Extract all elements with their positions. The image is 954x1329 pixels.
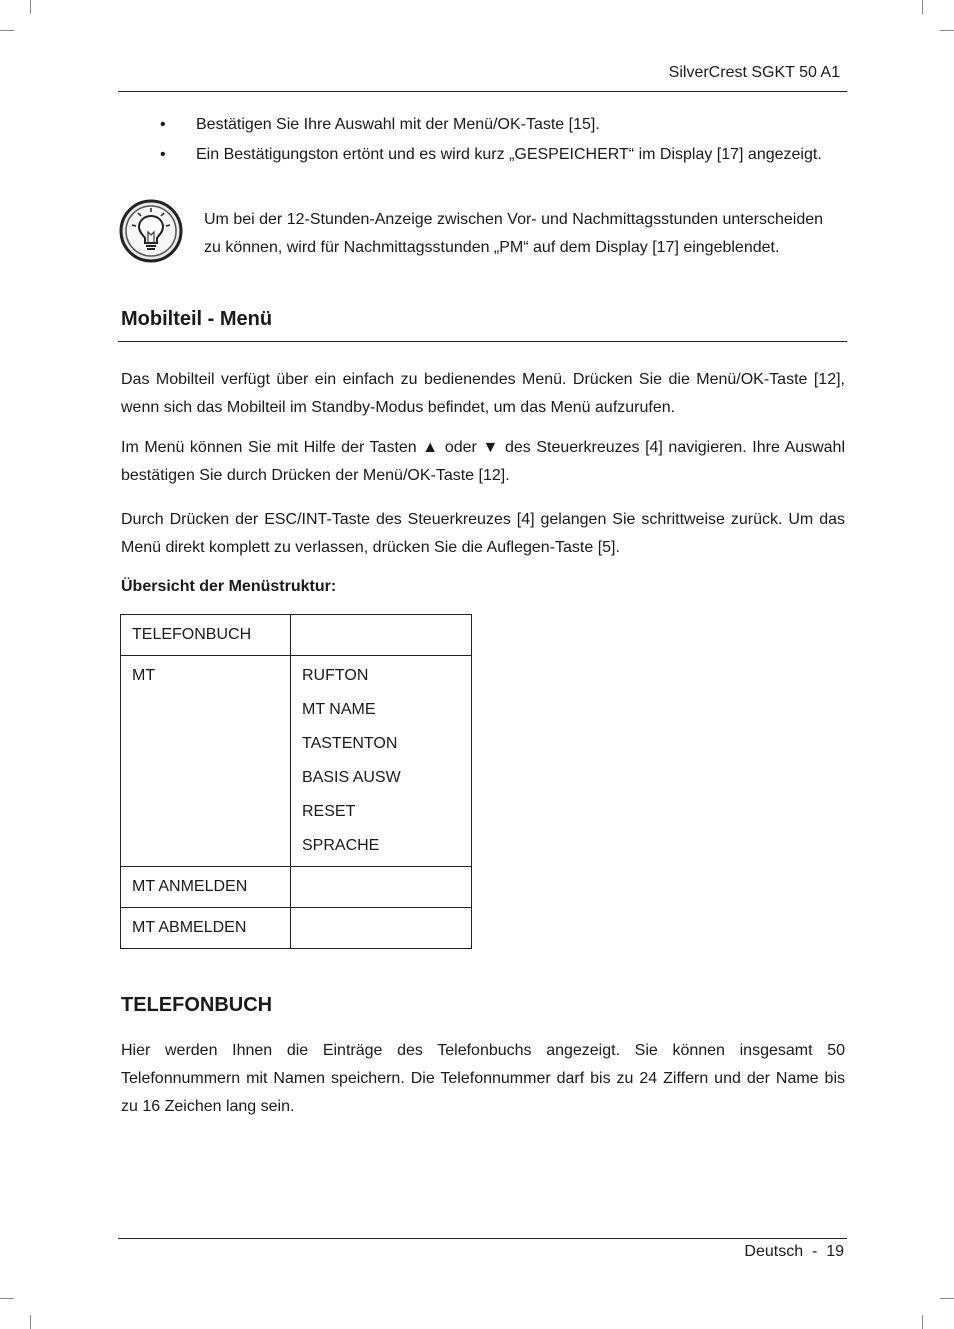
menu-sub-item: RESET (302, 803, 356, 820)
note-text: Um bei der 12-Stunden-Anzeige zwischen Vor- und Nachmittagsstunden unterscheiden zu können, wird für Nachmittagsstunden „PM“ auf dem Display [17] eingeblendet. (204, 211, 824, 256)
list-item (160, 145, 822, 165)
menu-sub-item: RUFTON (302, 667, 369, 684)
table-row (121, 615, 472, 656)
list-item (160, 115, 600, 135)
paragraph: Hier werden Ihnen die Einträge des Telefonbuchs angezeigt. Sie können insgesamt 50 Telefonnummern mit Namen speichern. Die Telefonnummer darf bis zu 24 Ziffern und der Name bis zu 16 Zeichen lang sein. (121, 1042, 845, 1115)
menu-main-item: MT (132, 667, 156, 684)
header-title: SilverCrest SGKT 50 A1 (668, 64, 840, 81)
crop-mark (940, 1298, 954, 1299)
bullet-text: Bestätigen Sie Ihre Auswahl mit der Menü/OK-Taste [15]. (196, 116, 600, 133)
bullet-icon (160, 145, 196, 165)
header-rule (118, 91, 847, 92)
paragraph (121, 434, 845, 490)
menu-sub-item: TASTENTON (302, 735, 398, 752)
crop-mark (922, 0, 923, 14)
table-cell (291, 656, 472, 867)
paragraph-text: des Steuerkreuzes [4] navigieren. Ihre Auswahl bestätigen Sie durch Drücken der Menü/OK-Taste [12]. (121, 439, 846, 484)
paragraph-text: oder (444, 439, 477, 456)
menu-sub-item: MT NAME (302, 701, 376, 718)
footer-rule (118, 1238, 847, 1239)
crop-mark (940, 30, 954, 31)
table-cell (121, 867, 291, 908)
table-cell (121, 615, 291, 656)
table-cell (291, 908, 472, 949)
table-row (121, 908, 472, 949)
menu-sub-item: SPRACHE (302, 837, 380, 854)
menu-main-item: MT ABMELDEN (132, 919, 247, 936)
menu-main-item: TELEFONBUCH (132, 626, 252, 643)
crop-mark (30, 0, 31, 14)
table-cell (121, 908, 291, 949)
bullet-text: Ein Bestätigungston ertönt und es wird kurz „GESPEICHERT“ im Display [17] angezeigt. (196, 146, 822, 163)
menu-sub-item: BASIS AUSW (302, 769, 401, 786)
bullet-icon (160, 115, 196, 135)
table-row (121, 867, 472, 908)
up-arrow-icon: ▲ (422, 439, 440, 456)
crop-mark (922, 1315, 923, 1329)
crop-mark (30, 1315, 31, 1329)
menu-main-item: MT ANMELDEN (132, 878, 248, 895)
paragraph-text: Im Menü können Sie mit Hilfe der Tasten (121, 439, 417, 456)
table-cell (291, 867, 472, 908)
table-row (121, 656, 472, 867)
paragraph: Das Mobilteil verfügt über ein einfach zu bedienendes Menü. Drücken Sie die Menü/OK-Taste [12], wenn sich das Mobilteil im Standby-Modus befindet, um das Menü aufzurufen. (121, 371, 845, 416)
section-heading: TELEFONBUCH (121, 994, 273, 1016)
section-rule (118, 341, 847, 342)
subheading: Übersicht der Menüstruktur: (121, 578, 337, 595)
table-cell (121, 656, 291, 867)
crop-mark (0, 1298, 14, 1299)
down-arrow-icon: ▼ (482, 439, 500, 456)
table-cell (291, 615, 472, 656)
menu-structure-table (120, 614, 472, 949)
crop-mark (0, 30, 14, 31)
lightbulb-icon (119, 199, 183, 263)
page-number: Deutsch - 19 (744, 1243, 844, 1260)
section-heading: Mobilteil - Menü (121, 308, 273, 330)
paragraph: Durch Drücken der ESC/INT-Taste des Steuerkreuzes [4] gelangen Sie schrittweise zurück. Um das Menü direkt komplett zu verlassen, drücken Sie die Auflegen-Taste [5]. (121, 511, 845, 556)
